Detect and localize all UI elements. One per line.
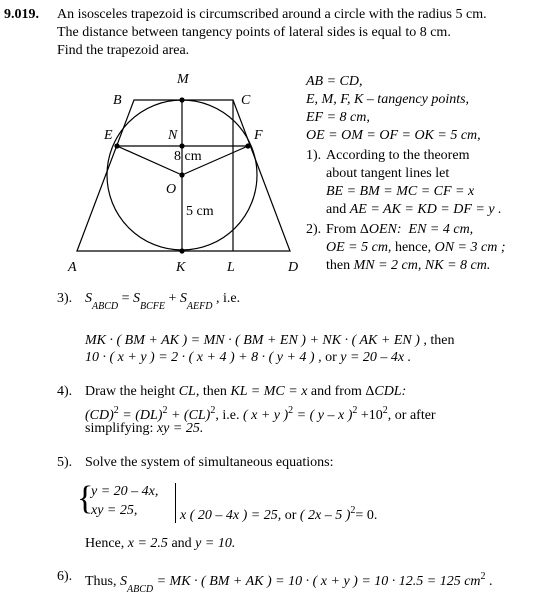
- step1-and: and: [326, 202, 347, 217]
- step3-result: y = 20 – 4x .: [340, 350, 412, 365]
- step4-KL: KL = MC = x: [230, 384, 308, 399]
- step5-and: and: [171, 536, 192, 551]
- label-K: K: [176, 260, 186, 275]
- area-symbol: S: [85, 291, 92, 306]
- system-substitution: [180, 502, 377, 524]
- area-subscript-aefd: AEFD: [186, 301, 213, 312]
- system-brace: {: [77, 480, 94, 517]
- problem-line-1: An isosceles trapezoid is circumscribed around a circle with the radius 5 cm.: [57, 7, 487, 22]
- system-equation-2: xy = 25,: [91, 503, 138, 518]
- label-N: N: [168, 128, 178, 143]
- step2-number: 2).: [306, 222, 322, 237]
- step4-line-1: [85, 383, 406, 400]
- system-divider: [175, 483, 176, 523]
- step1-line-3: BE = BM = MC = CF = x: [326, 184, 475, 199]
- step2-MN: MN = 2 cm,: [353, 258, 422, 273]
- step3-or: or: [325, 350, 337, 365]
- point-K: [179, 248, 184, 253]
- step3-number: 3).: [57, 291, 73, 306]
- plus-sign: +: [168, 291, 177, 306]
- step4-CD: (CD): [85, 408, 114, 423]
- exponent: 2: [288, 405, 294, 416]
- segment-OE: [117, 146, 182, 175]
- step1-number: 1).: [306, 148, 322, 163]
- step6-thus: Thus,: [85, 574, 117, 589]
- exponent: 2: [480, 571, 486, 582]
- area-symbol: S: [120, 574, 127, 589]
- label-B: B: [113, 93, 122, 108]
- problem-number: 9.019.: [4, 7, 39, 22]
- given-line-3: EF = 8 cm,: [306, 110, 370, 125]
- area-subscript-abcd: ABCD: [92, 301, 119, 312]
- step4-and-from: and from Δ: [310, 384, 375, 399]
- step2-line-1: [326, 221, 473, 238]
- step3-area-sum: [85, 290, 240, 315]
- step4-simplifying: simplifying:: [85, 421, 154, 436]
- given-line-2: E, M, F, K – tangency points,: [306, 92, 470, 107]
- equals-zero: = 0.: [355, 508, 378, 523]
- dimension-8cm: 8 cm: [174, 149, 202, 164]
- step4-result: xy = 25.: [156, 421, 204, 436]
- step3-then: then: [430, 333, 455, 348]
- equals-sign: =: [121, 291, 130, 306]
- step1-line-1: According to the theorem: [326, 148, 470, 163]
- step2-triangle: OEN:: [368, 222, 402, 237]
- label-M: M: [177, 72, 189, 87]
- trapezoid-figure: [0, 68, 310, 278]
- given-line-1: AB = CD,: [306, 74, 363, 89]
- step4-number: 4).: [57, 384, 73, 399]
- substitution-equation: x ( 20 – 4x ) = 25,: [180, 508, 282, 523]
- dimension-5cm: 5 cm: [186, 204, 214, 219]
- step4-xy-sum: ( x + y ): [242, 408, 289, 423]
- step2-ON: ON = 3 cm ;: [434, 240, 506, 255]
- step5-hence: Hence,: [85, 536, 125, 551]
- step2-line-2: [326, 239, 505, 256]
- step1-line-2: about tangent lines let: [326, 166, 450, 181]
- step4-CL: CL,: [178, 384, 200, 399]
- step2-OE: OE = 5 cm,: [326, 240, 392, 255]
- step3-line-2: [85, 332, 454, 349]
- point-O: [179, 172, 184, 177]
- system-equation-1: y = 20 – 4x,: [91, 484, 159, 499]
- step5-number: 5).: [57, 455, 73, 470]
- point-M: [179, 97, 184, 102]
- exponent: 2: [382, 405, 388, 416]
- label-C: C: [241, 93, 251, 108]
- exponent: 2: [113, 405, 119, 416]
- step6-line: [85, 568, 493, 598]
- exponent: 2: [162, 405, 168, 416]
- given-line-4: OE = OM = OF = OK = 5 cm,: [306, 128, 481, 143]
- label-F: F: [254, 128, 263, 143]
- step6-number: 6).: [57, 569, 73, 584]
- area-symbol: S: [179, 291, 187, 306]
- step4-DL: = (DL): [122, 408, 163, 423]
- final-area-equation: = MK · ( BM + AK ) = 10 · ( x + y ) = 10 · 12.5 = 125 cm: [156, 574, 481, 589]
- step5-hence-line: [85, 535, 235, 552]
- step5-or: or: [284, 508, 297, 523]
- exponent: 2: [350, 505, 356, 516]
- label-O: O: [166, 182, 177, 197]
- step5-line-1: Solve the system of simultaneous equations:: [85, 455, 334, 470]
- step4-CL-sq: + (CL): [170, 408, 211, 423]
- step4-ie: , i.e.: [215, 408, 240, 423]
- step4-ten: +10: [360, 408, 383, 423]
- step1-equality: AE = AK = KD = DF = y .: [349, 202, 502, 217]
- step4-or-after: , or after: [387, 408, 436, 423]
- label-D: D: [288, 260, 299, 275]
- label-E: E: [104, 128, 113, 143]
- exponent: 2: [352, 405, 358, 416]
- step2-NK: NK = 8 cm.: [424, 258, 491, 273]
- step3-line-3: [85, 349, 411, 366]
- solution-y: y = 10.: [195, 536, 236, 551]
- area-subscript-bcfe: BCFE: [140, 301, 166, 312]
- step4-yx-diff: = ( y – x ): [296, 408, 353, 423]
- step3-equation-2: 10 · ( x + y ) = 2 · ( x + 4 ) + 8 · ( y + 4 ) ,: [85, 350, 322, 365]
- point-F: [245, 143, 250, 148]
- step4-draw: Draw the height: [85, 384, 176, 399]
- solution-x: x = 2.5: [127, 536, 168, 551]
- step4-line-3: [85, 420, 203, 437]
- area-symbol: S: [133, 291, 141, 306]
- step4-triangle: CDL:: [374, 384, 407, 399]
- problem-line-3: Find the trapezoid area.: [57, 43, 190, 58]
- step2-line-3: [326, 257, 490, 274]
- step1-line-4: [326, 201, 502, 218]
- problem-line-2: The distance between tangency points of lateral sides is equal to 8 cm.: [57, 25, 451, 40]
- square-expression: ( 2x – 5 ): [299, 508, 351, 523]
- step2-hence: hence,: [394, 240, 432, 255]
- point-E: [114, 143, 119, 148]
- step2-from: From Δ: [326, 222, 369, 237]
- step4-then: then: [202, 384, 227, 399]
- exponent: 2: [210, 405, 216, 416]
- label-L: L: [227, 260, 235, 275]
- final-period: .: [489, 574, 493, 589]
- label-A: A: [68, 260, 77, 275]
- step2-then: then: [326, 258, 351, 273]
- point-N: [179, 143, 184, 148]
- step3-equation-1: MK · ( BM + AK ) = MN · ( BM + EN ) + NK · ( AK + EN ) ,: [85, 333, 427, 348]
- step2-EN: EN = 4 cm,: [408, 222, 474, 237]
- area-subscript-abcd: ABCD: [127, 584, 154, 595]
- step3-ie: , i.e.: [215, 291, 241, 306]
